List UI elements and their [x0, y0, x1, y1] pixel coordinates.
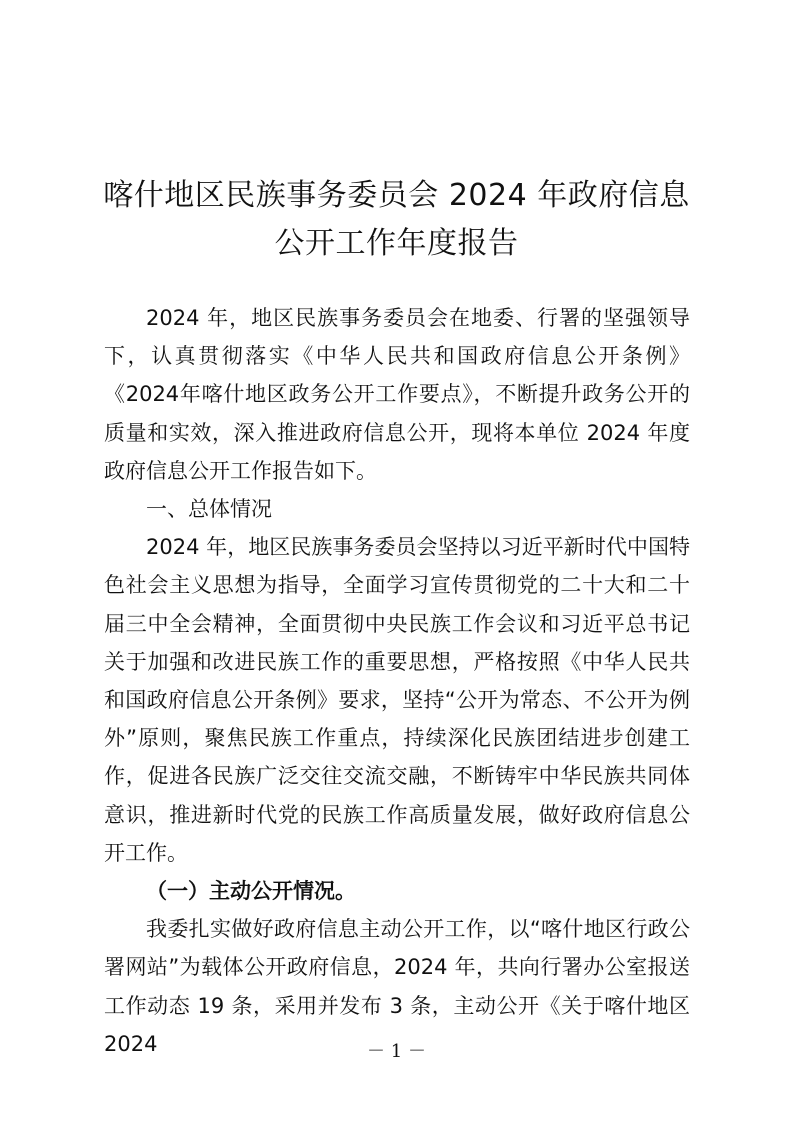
proactive-disclosure-paragraph: 我委扎实做好政府信息主动公开工作，以“喀什地区行政公署网站”为载体公开政府信息，2024 年，共向行署办公室报送工作动态 19 条，采用并发布 3 条，主动公开《关于喀什地区 2024: [104, 917, 690, 1056]
title-line-2: 公开工作年度报告: [274, 226, 519, 261]
section-heading-overview: 一、总体情况: [146, 497, 272, 522]
subsection-heading-proactive-disclosure: （一）主动公开情况。: [146, 879, 356, 904]
intro-paragraph: 2024 年，地区民族事务委员会在地委、行署的坚强领导下，认真贯彻落实《中华人民共和国政府信息公开条例》 《2024年喀什地区政务公开工作要点》，不断提升政务公开的质量和实效，深入推进政府信息公开，现将本单位 2024 年度政府信息公开工作报告如下。: [104, 306, 690, 483]
title-line-1: 喀什地区民族事务委员会 2024 年政府信息: [103, 178, 690, 213]
page-number: － 1 －: [367, 1041, 426, 1062]
overview-paragraph: 2024 年，地区民族事务委员会坚持以习近平新时代中国特色社会主义思想为指导，全面学习宣传贯彻党的二十大和二十届三中全会精神，全面贯彻中央民族工作会议和习近平总书记关于加强和改进民族工作的重要思想，严格按照《中华人民共和国政府信息公开条例》要求，坚持“公开为常态、不公开为例外”原则，聚焦民族工作重点，持续深化民族团结进步创建工作，促进各民族广泛交往交流交融，不断铸牢中华民族共同体意识，推进新时代党的民族工作高质量发展，做好政府信息公开工作。: [104, 535, 690, 865]
document-title: [0, 172, 793, 268]
document-body: [104, 299, 690, 1063]
